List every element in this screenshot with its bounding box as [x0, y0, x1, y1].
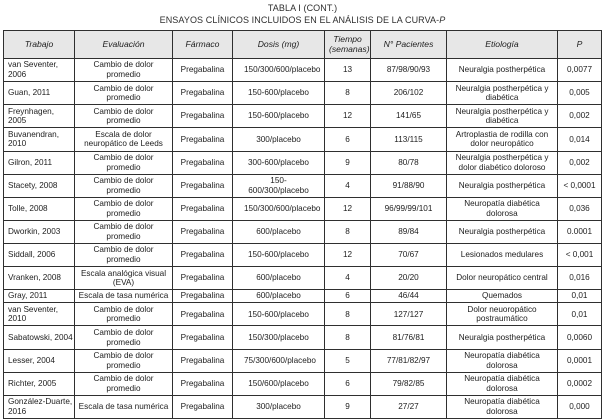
table-row — [4, 220, 602, 243]
column-header-dosis: Dosis (mg) — [233, 31, 325, 59]
cell-dosis: 600/placebo — [233, 290, 325, 303]
cell-farmaco: Pregabalina — [173, 59, 233, 82]
cell-tiempo: 8 — [325, 303, 371, 326]
table-header — [4, 31, 602, 59]
cell-pacientes: 81/76/81 — [371, 326, 447, 349]
table-row — [4, 128, 602, 151]
cell-trabajo: Tolle, 2008 — [4, 197, 75, 220]
cell-dosis: 150-600/300/placebo — [233, 174, 325, 197]
cell-farmaco: Pregabalina — [173, 151, 233, 174]
cell-etiologia: Neuralgia postherpética y dolor diabético doloroso — [447, 151, 558, 174]
cell-p: 0.0001 — [558, 220, 602, 243]
cell-farmaco: Pregabalina — [173, 244, 233, 267]
cell-p: 0,036 — [558, 197, 602, 220]
cell-pacientes: 87/98/90/93 — [371, 59, 447, 82]
cell-etiologia: Neuralgia postherpética y diabética — [447, 105, 558, 128]
cell-farmaco: Pregabalina — [173, 395, 233, 418]
cell-trabajo: Vranken, 2008 — [4, 267, 75, 290]
table-row — [4, 82, 602, 105]
cell-tiempo: 12 — [325, 105, 371, 128]
cell-tiempo: 9 — [325, 395, 371, 418]
cell-trabajo: Dworkin, 2003 — [4, 220, 75, 243]
cell-evaluacion: Cambio de dolor promedio — [75, 303, 173, 326]
cell-etiologia: Neuralgia postherpética — [447, 174, 558, 197]
cell-pacientes: 20/20 — [371, 267, 447, 290]
cell-etiologia: Neuralgia postherpética — [447, 326, 558, 349]
table-row — [4, 395, 602, 418]
cell-p: 0,0060 — [558, 326, 602, 349]
cell-evaluacion: Cambio de dolor promedio — [75, 220, 173, 243]
cell-p: < 0,0001 — [558, 174, 602, 197]
cell-pacientes: 89/84 — [371, 220, 447, 243]
table-row — [4, 244, 602, 267]
cell-farmaco: Pregabalina — [173, 303, 233, 326]
cell-evaluacion: Escala analógica visual (EVA) — [75, 267, 173, 290]
cell-etiologia: Dolor neuropático central — [447, 267, 558, 290]
table-row — [4, 326, 602, 349]
cell-evaluacion: Cambio de dolor promedio — [75, 82, 173, 105]
cell-evaluacion: Cambio de dolor promedio — [75, 105, 173, 128]
cell-trabajo: Gray, 2011 — [4, 290, 75, 303]
column-header-etiologia: Etiología — [447, 31, 558, 59]
cell-p: < 0,001 — [558, 244, 602, 267]
cell-etiologia: Lesionados medulares — [447, 244, 558, 267]
cell-pacientes: 127/127 — [371, 303, 447, 326]
cell-dosis: 150/600/placebo — [233, 372, 325, 395]
cell-trabajo: González-Duarte, 2016 — [4, 395, 75, 418]
table-row — [4, 197, 602, 220]
cell-pacientes: 27/27 — [371, 395, 447, 418]
cell-etiologia: Neuropatía diabética dolorosa — [447, 197, 558, 220]
cell-dosis: 300-600/placebo — [233, 151, 325, 174]
cell-p: 0,01 — [558, 290, 602, 303]
cell-etiologia: Neuralgia postherpética y diabética — [447, 82, 558, 105]
cell-farmaco: Pregabalina — [173, 220, 233, 243]
cell-farmaco: Pregabalina — [173, 372, 233, 395]
cell-dosis: 300/placebo — [233, 395, 325, 418]
cell-pacientes: 70/67 — [371, 244, 447, 267]
cell-trabajo: van Seventer, 2010 — [4, 303, 75, 326]
cell-tiempo: 8 — [325, 220, 371, 243]
cell-dosis: 600/placebo — [233, 267, 325, 290]
cell-tiempo: 4 — [325, 267, 371, 290]
table-row — [4, 105, 602, 128]
cell-trabajo: Richter, 2005 — [4, 372, 75, 395]
cell-pacientes: 141/65 — [371, 105, 447, 128]
cell-dosis: 150/300/600/placebo — [233, 197, 325, 220]
cell-pacientes: 96/99/99/101 — [371, 197, 447, 220]
cell-trabajo: Gilron, 2011 — [4, 151, 75, 174]
cell-dosis: 150-600/placebo — [233, 303, 325, 326]
cell-pacientes: 77/81/82/97 — [371, 349, 447, 372]
cell-pacientes: 91/88/90 — [371, 174, 447, 197]
cell-trabajo: Buvanendran, 2010 — [4, 128, 75, 151]
cell-dosis: 300/placebo — [233, 128, 325, 151]
cell-trabajo: Sabatowski, 2004 — [4, 326, 75, 349]
table-body — [4, 59, 602, 419]
cell-evaluacion: Cambio de dolor promedio — [75, 244, 173, 267]
cell-dosis: 150-600/placebo — [233, 244, 325, 267]
cell-etiologia: Artroplastia de rodilla con dolor neuropático — [447, 128, 558, 151]
cell-tiempo: 4 — [325, 174, 371, 197]
cell-farmaco: Pregabalina — [173, 326, 233, 349]
cell-p: 0,005 — [558, 82, 602, 105]
cell-evaluacion: Cambio de dolor promedio — [75, 59, 173, 82]
cell-evaluacion: Escala de tasa numérica — [75, 395, 173, 418]
cell-trabajo: van Seventer, 2006 — [4, 59, 75, 82]
cell-trabajo: Siddall, 2006 — [4, 244, 75, 267]
cell-evaluacion: Cambio de dolor promedio — [75, 372, 173, 395]
cell-pacientes: 113/115 — [371, 128, 447, 151]
column-header-pacientes: N° Pacientes — [371, 31, 447, 59]
cell-etiologia: Dolor neuoropático postraumático — [447, 303, 558, 326]
table-title-line2-text: ENSAYOS CLÍNICOS INCLUIDOS EN EL ANÁLISIS DE LA CURVA- — [159, 14, 440, 25]
cell-evaluacion: Cambio de dolor promedio — [75, 151, 173, 174]
cell-tiempo: 8 — [325, 82, 371, 105]
table-row — [4, 267, 602, 290]
cell-farmaco: Pregabalina — [173, 267, 233, 290]
table-row — [4, 59, 602, 82]
column-header-tiempo: Tiempo (semanas) — [325, 31, 371, 59]
cell-farmaco: Pregabalina — [173, 349, 233, 372]
cell-p: 0,01 — [558, 303, 602, 326]
cell-tiempo: 12 — [325, 197, 371, 220]
table-row — [4, 290, 602, 303]
cell-evaluacion: Cambio de dolor promedio — [75, 326, 173, 349]
cell-pacientes: 206/102 — [371, 82, 447, 105]
table-title-block — [0, 3, 605, 26]
cell-p: 0,000 — [558, 395, 602, 418]
cell-tiempo: 12 — [325, 244, 371, 267]
cell-p: 0,0077 — [558, 59, 602, 82]
cell-dosis: 150/300/600/placebo — [233, 59, 325, 82]
cell-evaluacion: Cambio de dolor promedio — [75, 174, 173, 197]
cell-evaluacion: Escala de tasa numérica — [75, 290, 173, 303]
cell-evaluacion: Cambio de dolor promedio — [75, 197, 173, 220]
cell-p: 0,016 — [558, 267, 602, 290]
cell-tiempo: 13 — [325, 59, 371, 82]
cell-farmaco: Pregabalina — [173, 290, 233, 303]
cell-dosis: 150-600/placebo — [233, 105, 325, 128]
cell-etiologia: Neuralgia postherpética — [447, 220, 558, 243]
cell-trabajo: Lesser, 2004 — [4, 349, 75, 372]
table-title-line2-italic-p: P — [439, 14, 446, 25]
cell-p: 0,014 — [558, 128, 602, 151]
cell-dosis: 75/300/600/placebo — [233, 349, 325, 372]
cell-farmaco: Pregabalina — [173, 128, 233, 151]
table-row — [4, 151, 602, 174]
cell-etiologia: Neuropatía diabética dolorosa — [447, 349, 558, 372]
table-row — [4, 349, 602, 372]
clinical-trials-table — [3, 30, 602, 419]
cell-dosis: 150/300/placebo — [233, 326, 325, 349]
cell-trabajo: Guan, 2011 — [4, 82, 75, 105]
header-row — [4, 31, 602, 59]
cell-pacientes: 79/82/85 — [371, 372, 447, 395]
table-row — [4, 372, 602, 395]
cell-trabajo: Freynhagen, 2005 — [4, 105, 75, 128]
cell-pacientes: 80/78 — [371, 151, 447, 174]
table-title-line2 — [0, 15, 605, 27]
cell-tiempo: 6 — [325, 128, 371, 151]
column-header-trabajo: Trabajo — [4, 31, 75, 59]
cell-pacientes: 46/44 — [371, 290, 447, 303]
cell-p: 0,002 — [558, 105, 602, 128]
cell-dosis: 600/placebo — [233, 220, 325, 243]
cell-farmaco: Pregabalina — [173, 197, 233, 220]
cell-tiempo: 6 — [325, 372, 371, 395]
cell-evaluacion: Cambio de dolor promedio — [75, 349, 173, 372]
cell-dosis: 150-600/placebo — [233, 82, 325, 105]
cell-tiempo: 5 — [325, 349, 371, 372]
column-header-farmaco: Fármaco — [173, 31, 233, 59]
cell-farmaco: Pregabalina — [173, 82, 233, 105]
column-header-p: P — [558, 31, 602, 59]
cell-farmaco: Pregabalina — [173, 174, 233, 197]
column-header-evaluacion: Evaluación — [75, 31, 173, 59]
cell-etiologia: Neuralgia postherpética — [447, 59, 558, 82]
table-title-line1: TABLA I (CONT.) — [267, 3, 338, 13]
cell-evaluacion: Escala de dolor neuropático de Leeds — [75, 128, 173, 151]
cell-tiempo: 6 — [325, 290, 371, 303]
cell-p: 0,002 — [558, 151, 602, 174]
cell-etiologia: Neuropatía diabética dolorosa — [447, 372, 558, 395]
cell-p: 0,0002 — [558, 372, 602, 395]
table-row — [4, 174, 602, 197]
cell-farmaco: Pregabalina — [173, 105, 233, 128]
cell-etiologia: Neuropatía diabética dolorosa — [447, 395, 558, 418]
cell-tiempo: 8 — [325, 326, 371, 349]
table-row — [4, 303, 602, 326]
cell-p: 0,0001 — [558, 349, 602, 372]
cell-trabajo: Stacety, 2008 — [4, 174, 75, 197]
cell-etiologia: Quemados — [447, 290, 558, 303]
cell-tiempo: 9 — [325, 151, 371, 174]
